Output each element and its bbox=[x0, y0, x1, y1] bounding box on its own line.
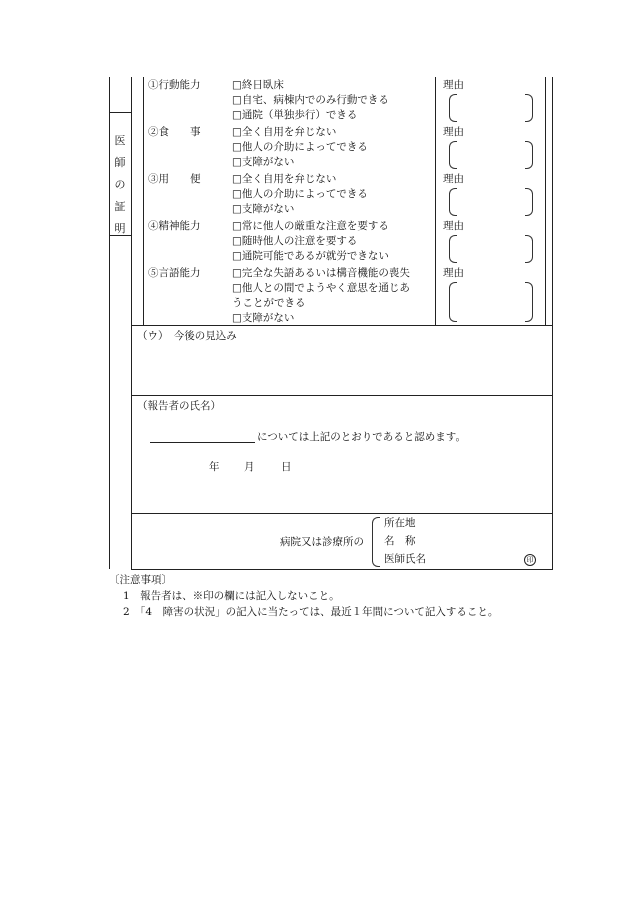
ability-option-checkbox[interactable]: □自宅、病棟内でのみ行動できる bbox=[232, 94, 389, 106]
ability-option-checkbox[interactable]: □支障がない bbox=[232, 203, 295, 215]
reason-bracket[interactable] bbox=[449, 94, 533, 120]
hospital-brace bbox=[372, 517, 382, 565]
reason-label: 理由 bbox=[443, 79, 464, 91]
hospital-label: 病院又は診療所の bbox=[280, 536, 364, 548]
address-label: 所在地 bbox=[384, 517, 416, 529]
inner-left-line bbox=[143, 77, 144, 325]
year-label: 年 bbox=[209, 461, 220, 473]
side-column-line bbox=[131, 77, 132, 569]
ability-label: ①行動能力 bbox=[148, 79, 201, 91]
reason-label: 理由 bbox=[443, 126, 464, 138]
side-label-top-line bbox=[109, 112, 132, 113]
reason-bracket[interactable] bbox=[449, 235, 533, 261]
ability-option-checkbox[interactable]: □他人の介助によってできる bbox=[232, 188, 368, 200]
side-char: 明 bbox=[114, 222, 126, 235]
note-item: 2 「4 障害の状況」の記入に当たっては、最近１年間について記入すること。 bbox=[123, 606, 499, 618]
certify-text: については上記のとおりであると認めます。 bbox=[257, 431, 466, 443]
prospect-label: （ウ） 今後の見込み bbox=[137, 330, 237, 342]
frame-right-line bbox=[552, 77, 553, 569]
notes-heading: 〔注意事項〕 bbox=[109, 574, 172, 586]
ability-option-checkbox[interactable]: □通院（単独歩行）できる bbox=[232, 109, 358, 121]
ability-option-checkbox[interactable]: □常に他人の厳重な注意を要する bbox=[232, 220, 389, 232]
reason-bracket[interactable] bbox=[449, 188, 533, 214]
ability-option-checkbox[interactable]: □支障がない bbox=[232, 156, 295, 168]
side-char: 証 bbox=[114, 200, 126, 213]
reporter-name-field[interactable] bbox=[150, 442, 255, 443]
ability-label: ③用 便 bbox=[148, 173, 201, 185]
day-label: 日 bbox=[281, 461, 292, 473]
ability-label: ⑤言語能力 bbox=[148, 267, 201, 279]
ability-option-checkbox[interactable]: □全く自用を弁じない bbox=[232, 126, 337, 138]
note-item: 1 報告者は、※印の欄には記入しないこと。 bbox=[123, 590, 340, 602]
seal-icon: 印 bbox=[524, 554, 536, 566]
ability-option-checkbox[interactable]: □通院可能であるが就労できない bbox=[232, 250, 389, 262]
reporter-bottom-line bbox=[131, 513, 553, 514]
reason-bracket[interactable] bbox=[449, 141, 533, 167]
prospect-bottom-line bbox=[131, 395, 553, 396]
ability-option-checkbox[interactable]: □随時他人の注意を要する bbox=[232, 235, 358, 247]
ability-option-checkbox[interactable]: □全く自用を弁じない bbox=[232, 173, 337, 185]
reason-bracket[interactable] bbox=[449, 282, 533, 320]
ability-option-checkbox[interactable]: □完全な失語あるいは構音機能の喪失 bbox=[232, 267, 410, 279]
ability-option-checkbox[interactable]: □終日臥床 bbox=[232, 79, 284, 91]
ability-option-checkbox[interactable]: □他人の介助によってできる bbox=[232, 141, 368, 153]
reason-label: 理由 bbox=[443, 173, 464, 185]
ability-label: ②食 事 bbox=[148, 126, 201, 138]
month-label: 月 bbox=[244, 461, 255, 473]
facility-name-label: 名 称 bbox=[384, 535, 416, 547]
reason-label: 理由 bbox=[443, 267, 464, 279]
reason-label: 理由 bbox=[443, 220, 464, 232]
ability-option-checkbox[interactable]: □支障がない bbox=[232, 312, 295, 324]
frame-left-line bbox=[109, 77, 110, 569]
ability-option-checkbox[interactable]: □他人との間でようやく意思を通じあ bbox=[232, 282, 410, 294]
table-bottom-line bbox=[131, 569, 553, 570]
reason-divider-line bbox=[435, 77, 436, 325]
reporter-name-label: （報告者の氏名） bbox=[137, 400, 221, 412]
inner-right-line bbox=[545, 77, 546, 325]
side-char: 医 bbox=[114, 134, 126, 147]
ability-bottom-line bbox=[131, 325, 553, 326]
ability-option-continuation: うことができる bbox=[232, 297, 306, 309]
doctor-name-label: 医師氏名 bbox=[384, 553, 426, 565]
side-char: の bbox=[114, 178, 126, 191]
ability-label: ④精神能力 bbox=[148, 220, 201, 232]
side-char: 師 bbox=[114, 156, 126, 169]
